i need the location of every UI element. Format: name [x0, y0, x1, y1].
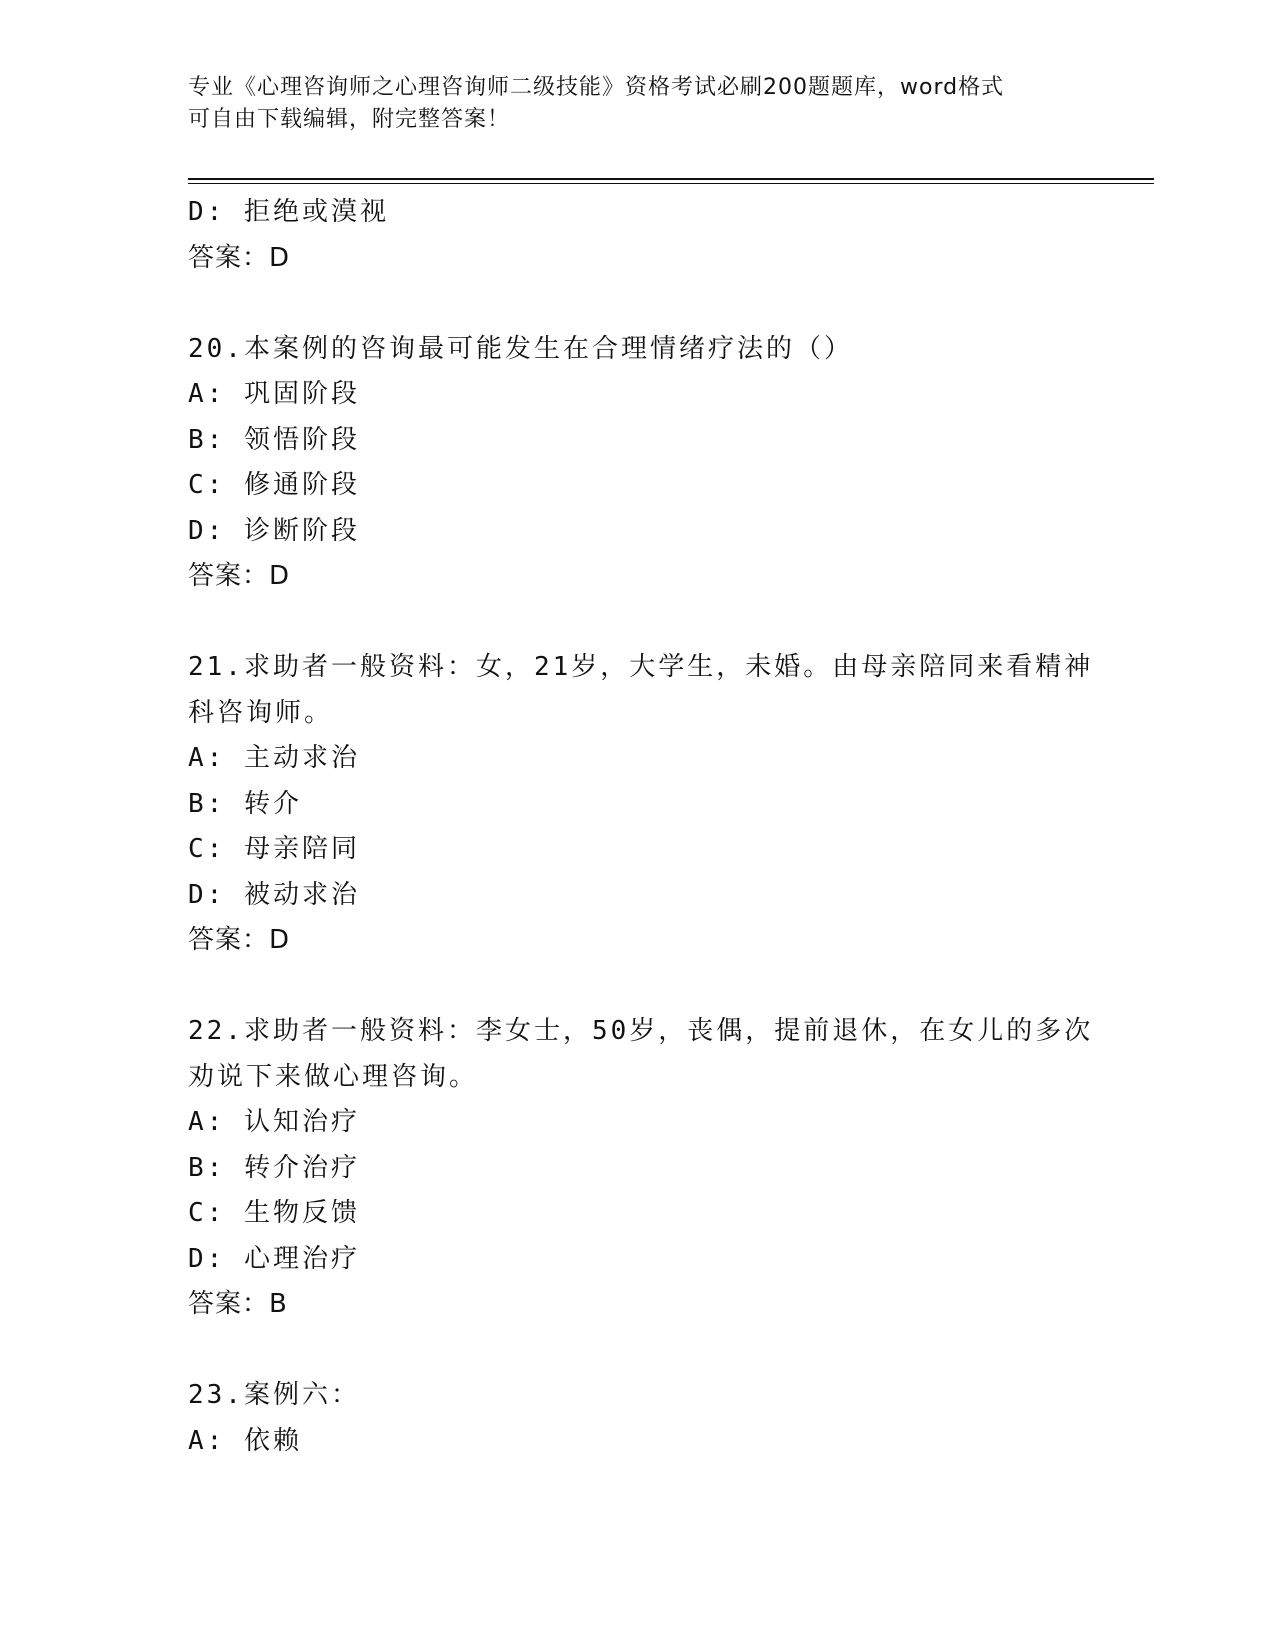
header-divider-thick [188, 178, 1154, 180]
option-d: D: 心理治疗 [188, 1243, 360, 1274]
question-block [188, 1373, 1088, 1464]
option-d: D: 拒绝或漠视 [188, 197, 389, 227]
option-a: A: 认知治疗 [188, 1107, 360, 1137]
spacer [188, 964, 1088, 1010]
header-line-1: 专业《心理咨询师之心理咨询师二级技能》资格考试必刷200题题库，word格式 [188, 75, 1005, 100]
question-block [188, 645, 1094, 964]
option-b: B: 转介 [188, 788, 302, 819]
answer-line: 答案：D [188, 925, 291, 955]
question-block [188, 327, 1088, 600]
spacer [188, 600, 1088, 646]
header-line-2: 可自由下载编辑，附完整答案！ [188, 107, 511, 132]
header-divider-thin [188, 183, 1154, 184]
option-d: D: 诊断阶段 [188, 515, 360, 546]
option-c: C: 生物反馈 [188, 1198, 360, 1228]
spacer [188, 1328, 1088, 1374]
option-b: B: 转介治疗 [188, 1152, 360, 1183]
option-c: C: 母亲陪同 [188, 834, 360, 864]
option-c: C: 修通阶段 [188, 470, 360, 500]
option-a: A: 主动求治 [188, 743, 360, 773]
question-stem: 23.案例六： [188, 1380, 360, 1410]
answer-line: 答案：D [188, 561, 291, 591]
question-stem-line-2: 劝说下来做心理咨询。 [188, 1061, 479, 1092]
question-stem-line-1: 21.求助者一般资料：女，21岁，大学生，未婚。由母亲陪同来看精神 [188, 652, 1094, 682]
option-a: A: 巩固阶段 [188, 379, 360, 409]
answer-line: 答案：D [188, 242, 291, 273]
option-b: B: 领悟阶段 [188, 424, 360, 455]
spacer [188, 281, 1088, 327]
option-d: D: 被动求治 [188, 879, 360, 910]
question-content [188, 190, 1094, 1464]
option-a: A: 依赖 [188, 1425, 302, 1456]
document-header [188, 72, 1088, 136]
question-block [188, 1009, 1094, 1328]
question-stem-line-1: 22.求助者一般资料：李女士，50岁，丧偶，提前退休，在女儿的多次 [188, 1016, 1094, 1046]
question-stem: 20.本案例的咨询最可能发生在合理情绪疗法的（） [188, 333, 853, 364]
answer-line: 答案：B [188, 1289, 288, 1319]
question-stem-line-2: 科咨询师。 [188, 697, 334, 728]
